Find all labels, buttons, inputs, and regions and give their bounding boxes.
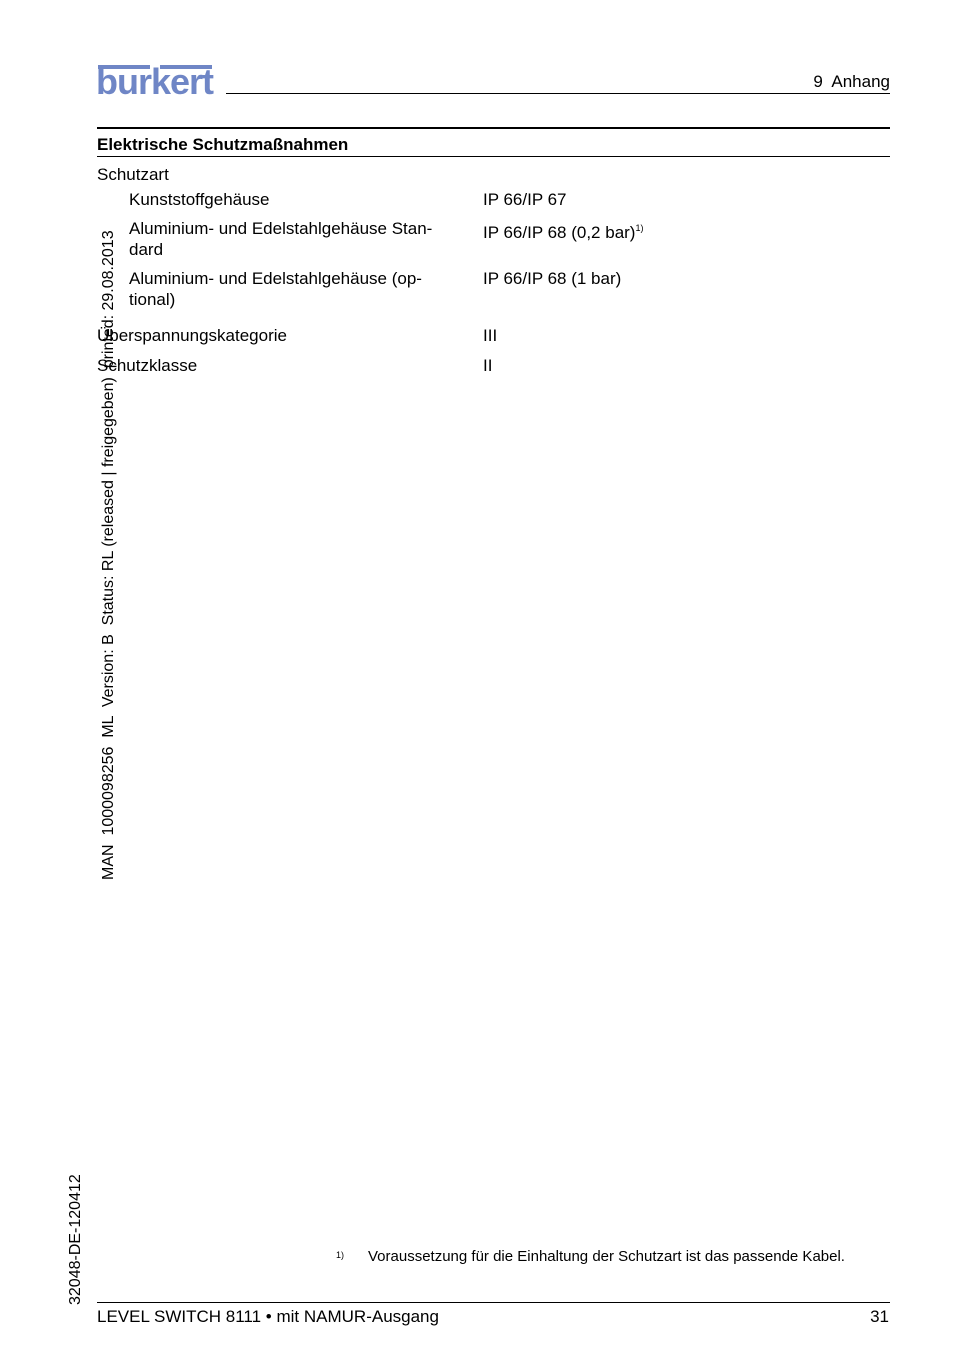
footnote-ref: 1) (635, 223, 644, 233)
chapter-title: 9 Anhang (813, 72, 890, 91)
row-label-alu-standard: Aluminium- und Edelstahlgehäuse Stan- dard (129, 219, 433, 259)
footnote-text: Voraussetzung für die Einhaltung der Schutzart ist das passende Kabel. (368, 1248, 845, 1265)
footer-rule (97, 1302, 890, 1303)
logo-text: burkert (96, 61, 214, 102)
row-label-ueberspannung: Überspannungskategorie (97, 326, 287, 345)
header-rule (226, 93, 890, 94)
row-value-alu-standard (483, 218, 643, 243)
side-document-info: MAN 1000098256 ML Version: B Status: RL (released | freigegeben) printed: 29.08.2013 (100, 230, 117, 880)
row-label-alu-optional: Aluminium- und Edelstahlgehäuse (op- tional) (129, 269, 422, 309)
row-value-schutzklasse: II (483, 356, 493, 375)
row-label-schutzart: Schutzart (97, 165, 169, 184)
section-bottom-rule (97, 156, 890, 157)
section-top-rule (97, 127, 890, 129)
value-text: IP 66/IP 68 (0,2 bar) (483, 223, 636, 242)
burkert-logo (96, 62, 214, 102)
section-title: Elektrische Schutzmaßnahmen (97, 135, 349, 154)
footnote-mark: 1) (336, 1250, 345, 1260)
footer-title: LEVEL SWITCH 8111 • mit NAMUR-Ausgang (97, 1307, 439, 1326)
side-document-number: 32048-DE-120412 (67, 1174, 84, 1305)
row-value-alu-optional: IP 66/IP 68 (1 bar) (483, 269, 622, 288)
row-label-schutzklasse: Schutzklasse (97, 356, 198, 375)
page-number: 31 (870, 1307, 889, 1326)
row-value-kunststoff: IP 66/IP 67 (483, 190, 567, 209)
row-label-kunststoff: Kunststoffgehäuse (129, 190, 270, 209)
row-value-ueberspannung: III (483, 326, 498, 345)
